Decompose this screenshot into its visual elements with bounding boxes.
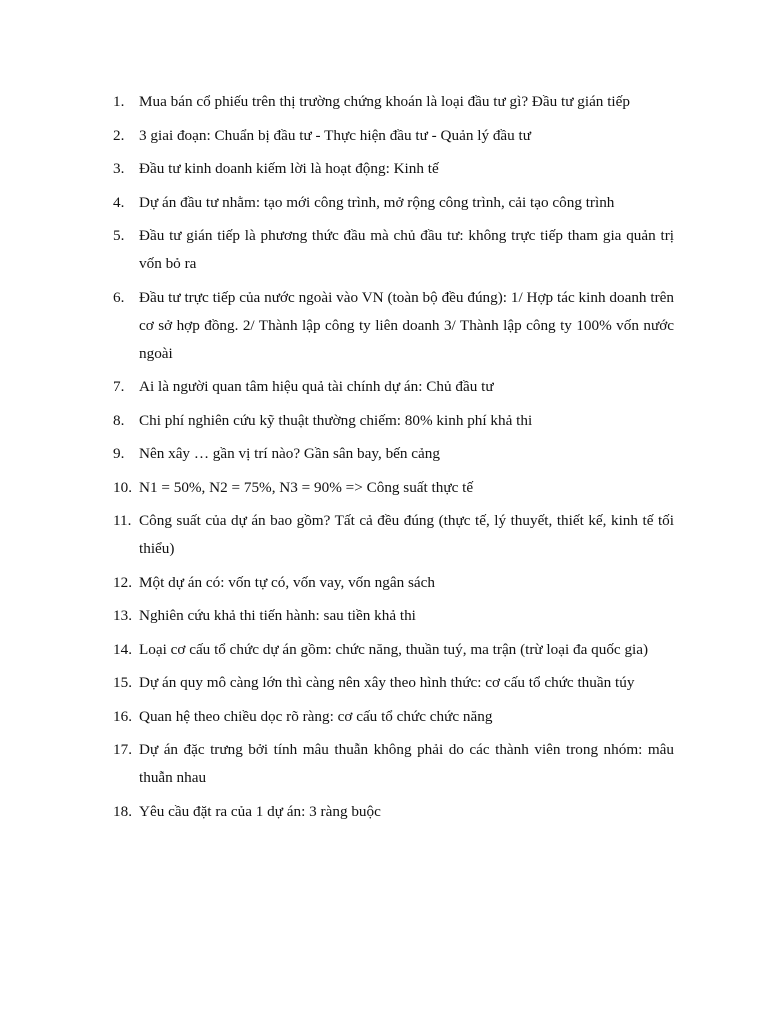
- item-text: Chi phí nghiên cứu kỹ thuật thường chiếm: 80% kinh phí khả thi: [139, 411, 533, 429]
- item-number: 7.: [113, 378, 125, 395]
- list-item: [0, 569, 768, 597]
- item-text: Nên xây … gần vị trí nào? Gần sân bay, bến cảng: [139, 445, 440, 462]
- item-number: 1.: [113, 93, 125, 110]
- item-text: Mua bán cổ phiếu trên thị trường chứng khoán là loại đầu tư gì? Đầu tư gián tiếp: [139, 93, 630, 110]
- list-item: [0, 798, 768, 826]
- list-item: [0, 88, 768, 116]
- item-number: 10.: [113, 478, 132, 496]
- item-text: Loại cơ cấu tổ chức dự án gồm: chức năng, thuần tuý, ma trận (trừ loại đa quốc gia): [139, 640, 649, 658]
- item-number: 11.: [113, 512, 132, 529]
- item-number: 16.: [113, 707, 132, 725]
- question-answer-list: [0, 88, 768, 831]
- list-item: [0, 122, 768, 150]
- item-number: 15.: [113, 674, 132, 691]
- item-text: Nghiên cứu khả thi tiến hành: sau tiền khả thi: [139, 607, 416, 624]
- list-item: [0, 602, 768, 630]
- list-item: [0, 373, 768, 401]
- item-text: Đầu tư trực tiếp của nước ngoài vào VN (toàn bộ đều đúng): 1/ Hợp tác kinh doanh trên cơ sở hợp đồng. 2/ Thành lập công ty liên doanh 3/ Thành lập công ty 100% vốn nước ngoài: [139, 288, 674, 362]
- item-text: Yêu cầu đặt ra của 1 dự án: 3 ràng buộc: [139, 802, 381, 820]
- item-text: Đầu tư gián tiếp là phương thức đầu mà chủ đầu tư: không trực tiếp tham gia quản trị vốn bỏ ra: [139, 227, 674, 272]
- item-number: 6.: [113, 288, 125, 306]
- item-number: 8.: [113, 411, 125, 429]
- list-item: [0, 703, 768, 731]
- item-number: 17.: [113, 741, 132, 758]
- item-text: N1 = 50%, N2 = 75%, N3 = 90% => Công suất thực tế: [139, 478, 474, 496]
- item-number: 18.: [113, 802, 132, 820]
- list-item: [0, 736, 768, 792]
- list-item: [0, 636, 768, 664]
- item-number: 9.: [113, 445, 125, 462]
- item-text: Ai là người quan tâm hiệu quả tài chính dự án: Chủ đầu tư: [139, 378, 494, 395]
- item-number: 3.: [113, 160, 125, 177]
- item-number: 4.: [113, 193, 125, 211]
- list-item: [0, 155, 768, 183]
- list-item: [0, 284, 768, 368]
- item-text: Dự án đặc trưng bởi tính mâu thuẫn không phải do các thành viên trong nhóm: mâu thuẫn nhau: [139, 741, 674, 786]
- list-item: [0, 669, 768, 697]
- item-text: Công suất của dự án bao gồm? Tất cả đều đúng (thực tế, lý thuyết, thiết kế, kinh tế tối thiểu): [139, 512, 674, 557]
- item-text: Một dự án có: vốn tự có, vốn vay, vốn ngân sách: [139, 573, 435, 591]
- list-item: [0, 407, 768, 435]
- item-text: 3 giai đoạn: Chuẩn bị đầu tư - Thực hiện đầu tư - Quản lý đầu tư: [139, 126, 532, 144]
- list-item: [0, 474, 768, 502]
- item-number: 2.: [113, 126, 125, 144]
- item-number: 5.: [113, 227, 125, 244]
- item-text: Dự án quy mô càng lớn thì càng nên xây theo hình thức: cơ cấu tổ chức thuần túy: [139, 674, 635, 691]
- list-item: [0, 440, 768, 468]
- item-text: Dự án đầu tư nhằm: tạo mới công trình, mở rộng công trình, cải tạo công trình: [139, 193, 615, 211]
- item-number: 13.: [113, 607, 132, 624]
- list-item: [0, 189, 768, 217]
- item-text: Quan hệ theo chiều dọc rõ ràng: cơ cấu tổ chức chức năng: [139, 707, 493, 725]
- item-text: Đầu tư kinh doanh kiếm lời là hoạt động: Kinh tế: [139, 160, 439, 177]
- list-item: [0, 507, 768, 563]
- list-item: [0, 222, 768, 278]
- item-number: 12.: [113, 573, 132, 591]
- item-number: 14.: [113, 640, 132, 658]
